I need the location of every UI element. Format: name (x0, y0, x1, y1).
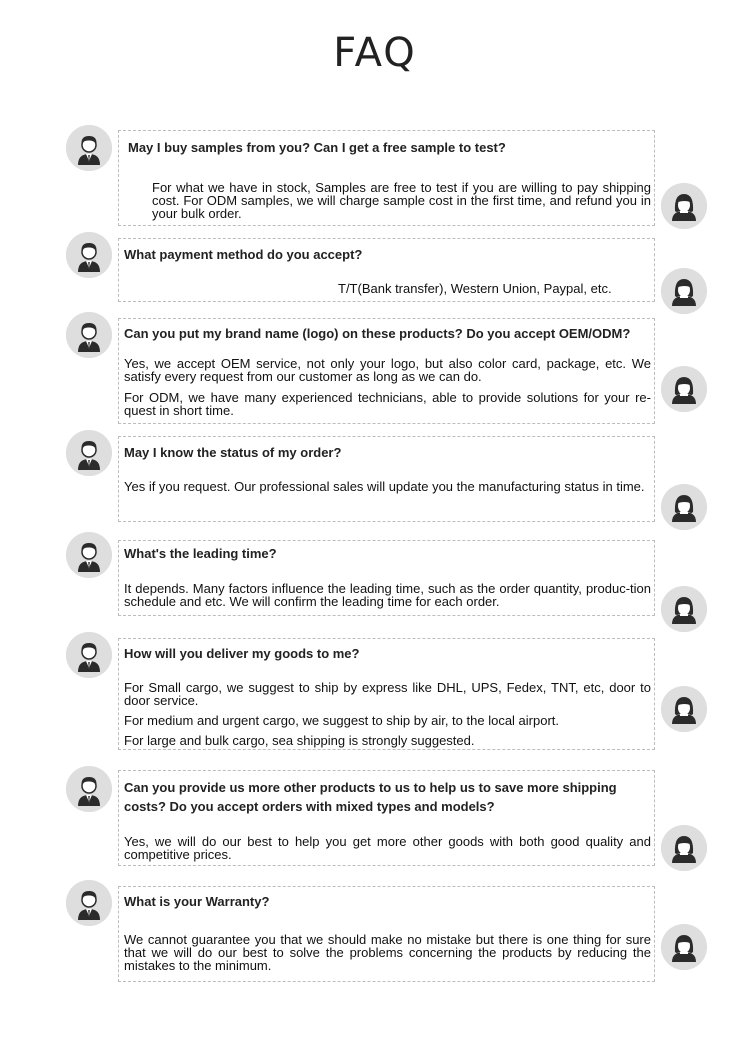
faq-question: May I know the status of my order? (124, 445, 342, 460)
asker-avatar (66, 766, 112, 812)
responder-avatar (661, 686, 707, 732)
faq-answer: For ODM, we have many experienced technicians, able to provide solutions for your re-quest in short time. (124, 390, 651, 418)
faq-question: What is your Warranty? (124, 894, 270, 909)
responder-avatar (661, 183, 707, 229)
responder-avatar (661, 586, 707, 632)
faq-question: What's the leading time? (124, 546, 277, 561)
faq-answer: Yes if you request. Our professional sales will update you the manufacturing status in time. (124, 479, 645, 494)
faq-answer: For what we have in stock, Samples are free to test if you are willing to pay shipping cost. For ODM samples, we will charge sample cost in the first time, and refund you in your bulk order. (152, 180, 651, 221)
asker-avatar (66, 880, 112, 926)
faq-answer: Yes, we accept OEM service, not only your logo, but also color card, package, etc. We satisfy every request from our customer as long as we can do. (124, 356, 651, 384)
responder-avatar (661, 366, 707, 412)
faq-question: May I buy samples from you? Can I get a free sample to test? (128, 140, 506, 155)
faq-question: How will you deliver my goods to me? (124, 646, 360, 661)
faq-question: What payment method do you accept? (124, 247, 363, 262)
asker-avatar (66, 632, 112, 678)
responder-avatar (661, 484, 707, 530)
asker-avatar (66, 125, 112, 171)
faq-answer: For Small cargo, we suggest to ship by express like DHL, UPS, Fedex, TNT, etc, door to door service. (124, 680, 651, 708)
faq-question: Can you provide us more other products to us to help us to save more shipping costs? Do you accept orders with mixed types and models? (124, 780, 617, 814)
faq-answer: For large and bulk cargo, sea shipping is strongly suggested. (124, 733, 475, 748)
faq-answer: We cannot guarantee you that we should make no mistake but there is one thing for sure that we will do our best to solve the problems concerning the products by reducing the mistakes to the minimum. (124, 932, 651, 973)
asker-avatar (66, 430, 112, 476)
faq-answer: Yes, we will do our best to help you get more other goods with both good quality and competitive prices. (124, 834, 651, 862)
asker-avatar (66, 312, 112, 358)
page-title: FAQ (333, 30, 417, 76)
faq-answer: T/T(Bank transfer), Western Union, Paypal, etc. (338, 281, 612, 296)
responder-avatar (661, 268, 707, 314)
asker-avatar (66, 232, 112, 278)
asker-avatar (66, 532, 112, 578)
faq-answer: It depends. Many factors influence the leading time, such as the order quantity, produc-tion schedule and etc. We will confirm the leading time for each order. (124, 581, 651, 609)
responder-avatar (661, 825, 707, 871)
faq-answer: For medium and urgent cargo, we suggest to ship by air, to the local airport. (124, 713, 560, 728)
faq-question: Can you put my brand name (logo) on these products? Do you accept OEM/ODM? (124, 326, 631, 341)
responder-avatar (661, 924, 707, 970)
